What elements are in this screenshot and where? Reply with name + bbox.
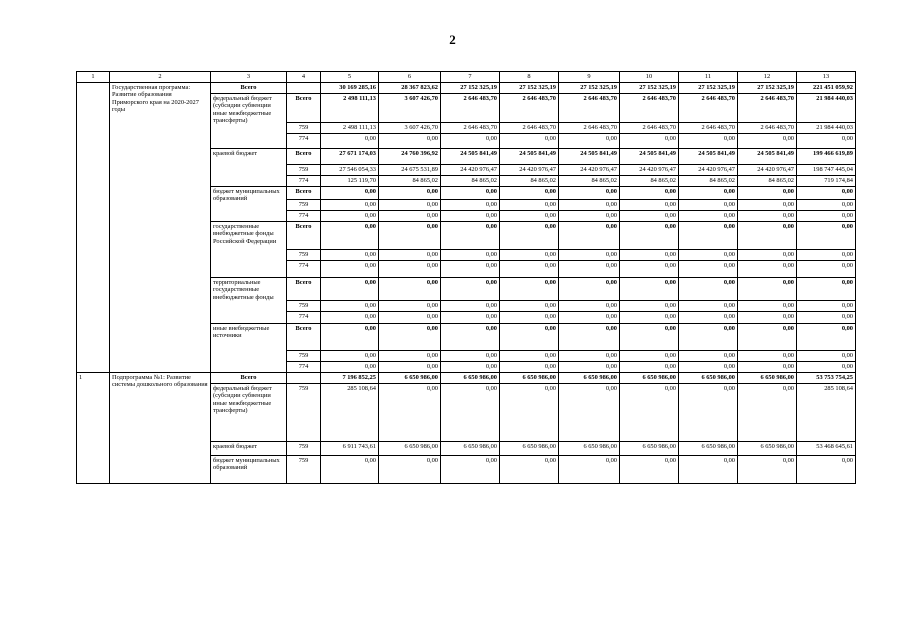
value-cell: 6 650 986,00 (441, 441, 500, 455)
code-cell: 759 (287, 300, 321, 311)
funding-source: федеральный бюджет (субсидии субвенции иные межбюджетные трансферты) (211, 383, 287, 441)
column-header: 5 (321, 72, 379, 83)
value-cell: 2 646 483,70 (679, 122, 738, 133)
value-cell: 0,00 (679, 277, 738, 300)
value-cell: 0,00 (321, 210, 379, 221)
total-value: 27 152 325,19 (500, 82, 559, 93)
value-cell: 0,00 (379, 249, 441, 260)
value-cell: 2 646 483,70 (738, 93, 797, 122)
value-cell: 0,00 (321, 350, 379, 361)
funding-source: государственные внебюджетные фонды Российской Федерации (211, 221, 287, 277)
value-cell: 0,00 (441, 361, 500, 372)
value-cell: 0,00 (321, 300, 379, 311)
value-cell: 0,00 (559, 199, 620, 210)
value-cell: 0,00 (379, 210, 441, 221)
value-cell: 0,00 (441, 323, 500, 350)
code-cell: 759 (287, 441, 321, 455)
program-index (77, 82, 110, 372)
value-cell: 0,00 (321, 277, 379, 300)
code-cell: 759 (287, 122, 321, 133)
value-cell: 0,00 (500, 277, 559, 300)
funding-source: краевой бюджет (211, 441, 287, 455)
value-cell: 2 646 483,70 (441, 122, 500, 133)
value-cell: 0,00 (738, 210, 797, 221)
value-cell: 0,00 (321, 133, 379, 148)
value-cell: 0,00 (441, 311, 500, 323)
value-cell: 6 650 986,00 (620, 441, 679, 455)
value-cell: 0,00 (500, 249, 559, 260)
value-cell: 0,00 (500, 455, 559, 483)
value-cell: 0,00 (379, 383, 441, 441)
value-cell: 0,00 (500, 186, 559, 199)
value-cell: 0,00 (679, 133, 738, 148)
value-cell: 0,00 (321, 323, 379, 350)
code-cell: 759 (287, 199, 321, 210)
value-cell: 0,00 (797, 350, 856, 361)
value-cell: 0,00 (500, 311, 559, 323)
column-header: 10 (620, 72, 679, 83)
value-cell: 0,00 (500, 350, 559, 361)
value-cell: 24 420 976,47 (620, 164, 679, 175)
value-cell: 0,00 (441, 221, 500, 249)
subprogram-index: 1 (77, 372, 110, 483)
value-cell: 0,00 (679, 221, 738, 249)
value-cell: 0,00 (620, 350, 679, 361)
code-cell: 774 (287, 210, 321, 221)
value-cell: 0,00 (379, 260, 441, 277)
total-value: 30 169 285,16 (321, 82, 379, 93)
value-cell: 0,00 (500, 199, 559, 210)
value-cell: 84 865,02 (500, 175, 559, 186)
value-cell: 0,00 (797, 300, 856, 311)
value-cell: 0,00 (321, 186, 379, 199)
value-cell: 0,00 (441, 455, 500, 483)
value-cell: 0,00 (559, 133, 620, 148)
value-cell: 0,00 (559, 311, 620, 323)
total-label: Всего (211, 82, 287, 93)
value-cell: 6 650 986,00 (500, 441, 559, 455)
value-cell: 0,00 (379, 300, 441, 311)
code-cell: 759 (287, 350, 321, 361)
total-value: 221 451 059,92 (797, 82, 856, 93)
value-cell: 24 505 841,49 (559, 148, 620, 164)
value-cell: 2 498 111,13 (321, 93, 379, 122)
value-cell: 2 646 483,70 (620, 122, 679, 133)
value-cell: 0,00 (379, 350, 441, 361)
value-cell: 0,00 (379, 133, 441, 148)
value-cell: 0,00 (500, 323, 559, 350)
funding-source: федеральный бюджет (субсидии субвенции иные межбюджетные трансферты) (211, 93, 287, 148)
value-cell: 0,00 (559, 260, 620, 277)
value-cell: 24 505 841,49 (620, 148, 679, 164)
value-cell: 285 108,64 (321, 383, 379, 441)
value-cell: 0,00 (559, 249, 620, 260)
value-cell: 0,00 (679, 210, 738, 221)
value-cell: 3 607 426,70 (379, 122, 441, 133)
total-value: 27 152 325,19 (559, 82, 620, 93)
value-cell: 0,00 (738, 350, 797, 361)
value-cell: 0,00 (620, 210, 679, 221)
value-cell: 0,00 (559, 210, 620, 221)
value-cell: 0,00 (679, 350, 738, 361)
value-cell: 0,00 (797, 361, 856, 372)
column-header: 8 (500, 72, 559, 83)
table-row (77, 372, 856, 383)
value-cell: 0,00 (379, 361, 441, 372)
value-cell: 0,00 (679, 300, 738, 311)
value-cell: 0,00 (679, 323, 738, 350)
value-cell: 0,00 (620, 300, 679, 311)
value-cell: 0,00 (738, 199, 797, 210)
value-cell: 0,00 (441, 199, 500, 210)
value-cell: 0,00 (738, 455, 797, 483)
value-cell: 0,00 (379, 277, 441, 300)
value-cell: 2 646 483,70 (679, 93, 738, 122)
code-cell: 759 (287, 164, 321, 175)
value-cell: 24 760 396,92 (379, 148, 441, 164)
table-row (77, 72, 856, 83)
total-value: 6 650 986,00 (620, 372, 679, 383)
total-label: Всего (211, 372, 287, 383)
column-header: 6 (379, 72, 441, 83)
value-cell: 24 505 841,49 (500, 148, 559, 164)
value-cell: 2 646 483,70 (559, 93, 620, 122)
value-cell: 0,00 (559, 350, 620, 361)
funding-source: краевой бюджет (211, 148, 287, 186)
value-cell: 84 865,02 (679, 175, 738, 186)
total-value: 27 152 325,19 (620, 82, 679, 93)
code-cell: 774 (287, 311, 321, 323)
value-cell: 0,00 (738, 260, 797, 277)
value-cell: 719 174,84 (797, 175, 856, 186)
value-cell: 24 505 841,49 (738, 148, 797, 164)
value-cell: 0,00 (797, 455, 856, 483)
subprogram-title: Подпрограмма №1: Развитие системы дошкольного образования (110, 372, 211, 483)
value-cell: 53 468 645,61 (797, 441, 856, 455)
column-header: 9 (559, 72, 620, 83)
value-cell: 0,00 (620, 323, 679, 350)
value-cell: 0,00 (738, 300, 797, 311)
value-cell: 0,00 (679, 260, 738, 277)
value-cell: 0,00 (321, 311, 379, 323)
total-value: 28 367 823,62 (379, 82, 441, 93)
code-cell: 774 (287, 260, 321, 277)
value-cell: 0,00 (441, 133, 500, 148)
value-cell: 0,00 (379, 323, 441, 350)
value-cell: 27 671 174,03 (321, 148, 379, 164)
total-value: 27 152 325,19 (679, 82, 738, 93)
total-value: 6 650 986,00 (559, 372, 620, 383)
value-cell: 0,00 (559, 221, 620, 249)
value-cell: 0,00 (620, 277, 679, 300)
value-cell: 0,00 (738, 323, 797, 350)
code-cell: 774 (287, 175, 321, 186)
value-cell: 0,00 (441, 277, 500, 300)
table-row (77, 82, 856, 93)
value-cell: 0,00 (620, 186, 679, 199)
column-header: 12 (738, 72, 797, 83)
value-cell: 0,00 (441, 186, 500, 199)
value-cell: 2 646 483,70 (500, 93, 559, 122)
value-cell: 0,00 (500, 361, 559, 372)
column-header: 7 (441, 72, 500, 83)
total-value: 53 753 754,25 (797, 372, 856, 383)
value-cell: 24 675 531,89 (379, 164, 441, 175)
value-cell: 6 650 986,00 (738, 441, 797, 455)
value-cell: 84 865,02 (441, 175, 500, 186)
value-cell: 0,00 (797, 199, 856, 210)
value-cell: 0,00 (679, 361, 738, 372)
table-cell (287, 82, 321, 93)
value-cell: 84 865,02 (379, 175, 441, 186)
value-cell: 24 420 976,47 (559, 164, 620, 175)
value-cell: 0,00 (679, 311, 738, 323)
value-cell: 0,00 (500, 260, 559, 277)
code-cell: Всего (287, 93, 321, 122)
column-header: 13 (797, 72, 856, 83)
value-cell: 0,00 (500, 210, 559, 221)
value-cell: 0,00 (797, 133, 856, 148)
value-cell: 0,00 (797, 221, 856, 249)
table-cell (287, 372, 321, 383)
program-title: Государственная программа: Развитие образования Приморского края на 2020-2027 годы (110, 82, 211, 372)
value-cell: 199 466 619,89 (797, 148, 856, 164)
value-cell: 2 498 111,13 (321, 122, 379, 133)
value-cell: 0,00 (620, 260, 679, 277)
value-cell: 0,00 (321, 199, 379, 210)
value-cell: 0,00 (738, 221, 797, 249)
funding-source: бюджет муниципальных образований (211, 455, 287, 483)
value-cell: 0,00 (620, 455, 679, 483)
value-cell: 0,00 (441, 210, 500, 221)
value-cell: 0,00 (441, 300, 500, 311)
value-cell: 0,00 (738, 361, 797, 372)
value-cell: 6 650 986,00 (559, 441, 620, 455)
value-cell: 0,00 (559, 323, 620, 350)
value-cell: 0,00 (620, 361, 679, 372)
column-header: 2 (110, 72, 211, 83)
value-cell: 0,00 (321, 455, 379, 483)
code-cell: 759 (287, 455, 321, 483)
value-cell: 24 420 976,47 (738, 164, 797, 175)
value-cell: 0,00 (620, 199, 679, 210)
value-cell: 0,00 (738, 133, 797, 148)
value-cell: 6 650 986,00 (679, 441, 738, 455)
value-cell: 0,00 (738, 311, 797, 323)
value-cell: 0,00 (559, 277, 620, 300)
value-cell: 0,00 (797, 210, 856, 221)
value-cell: 6 911 743,61 (321, 441, 379, 455)
value-cell: 0,00 (679, 199, 738, 210)
value-cell: 3 607 426,70 (379, 93, 441, 122)
value-cell: 27 546 054,33 (321, 164, 379, 175)
column-header: 3 (211, 72, 287, 83)
total-value: 6 650 986,00 (500, 372, 559, 383)
value-cell: 0,00 (559, 186, 620, 199)
value-cell: 0,00 (559, 300, 620, 311)
value-cell: 24 420 976,47 (441, 164, 500, 175)
value-cell: 0,00 (441, 350, 500, 361)
total-value: 27 152 325,19 (441, 82, 500, 93)
value-cell: 0,00 (679, 249, 738, 260)
total-value: 6 650 986,00 (379, 372, 441, 383)
value-cell: 0,00 (797, 249, 856, 260)
total-value: 6 650 986,00 (738, 372, 797, 383)
value-cell: 24 505 841,49 (441, 148, 500, 164)
value-cell: 24 505 841,49 (679, 148, 738, 164)
value-cell: 6 650 986,00 (379, 441, 441, 455)
value-cell: 0,00 (559, 455, 620, 483)
value-cell: 0,00 (797, 186, 856, 199)
value-cell: 2 646 483,70 (738, 122, 797, 133)
value-cell: 2 646 483,70 (620, 93, 679, 122)
value-cell: 0,00 (620, 249, 679, 260)
value-cell: 0,00 (797, 323, 856, 350)
code-cell: 774 (287, 361, 321, 372)
value-cell: 84 865,02 (620, 175, 679, 186)
value-cell: 198 747 445,04 (797, 164, 856, 175)
code-cell: Всего (287, 148, 321, 164)
value-cell: 0,00 (797, 260, 856, 277)
code-cell: 774 (287, 133, 321, 148)
code-cell: Всего (287, 186, 321, 199)
value-cell: 21 984 440,03 (797, 122, 856, 133)
code-cell: Всего (287, 277, 321, 300)
value-cell: 0,00 (500, 300, 559, 311)
value-cell: 0,00 (620, 133, 679, 148)
code-cell: Всего (287, 221, 321, 249)
value-cell: 0,00 (500, 383, 559, 441)
value-cell: 0,00 (620, 221, 679, 249)
value-cell: 84 865,02 (738, 175, 797, 186)
value-cell: 0,00 (738, 277, 797, 300)
value-cell: 0,00 (797, 277, 856, 300)
value-cell: 0,00 (797, 311, 856, 323)
funding-source: бюджет муниципальных образований (211, 186, 287, 221)
value-cell: 2 646 483,70 (559, 122, 620, 133)
value-cell: 0,00 (441, 260, 500, 277)
value-cell: 24 420 976,47 (500, 164, 559, 175)
value-cell: 2 646 483,70 (441, 93, 500, 122)
total-value: 6 650 986,00 (679, 372, 738, 383)
value-cell: 0,00 (500, 133, 559, 148)
value-cell: 0,00 (559, 361, 620, 372)
value-cell: 0,00 (559, 383, 620, 441)
value-cell: 0,00 (379, 455, 441, 483)
column-header: 4 (287, 72, 321, 83)
value-cell: 0,00 (679, 455, 738, 483)
value-cell: 0,00 (321, 249, 379, 260)
value-cell: 0,00 (321, 260, 379, 277)
total-value: 27 152 325,19 (738, 82, 797, 93)
value-cell: 0,00 (679, 383, 738, 441)
value-cell: 0,00 (738, 383, 797, 441)
value-cell: 0,00 (679, 186, 738, 199)
funding-source: иные внебюджетные источники (211, 323, 287, 372)
code-cell: 759 (287, 249, 321, 260)
value-cell: 21 984 440,03 (797, 93, 856, 122)
value-cell: 0,00 (379, 199, 441, 210)
value-cell: 0,00 (738, 186, 797, 199)
value-cell: 0,00 (379, 311, 441, 323)
code-cell: Всего (287, 323, 321, 350)
value-cell: 0,00 (620, 383, 679, 441)
value-cell: 0,00 (500, 221, 559, 249)
budget-table (76, 71, 856, 484)
value-cell: 285 108,64 (797, 383, 856, 441)
value-cell: 0,00 (738, 249, 797, 260)
value-cell: 84 865,02 (559, 175, 620, 186)
value-cell: 0,00 (379, 186, 441, 199)
value-cell: 24 420 976,47 (679, 164, 738, 175)
value-cell: 0,00 (441, 249, 500, 260)
value-cell: 2 646 483,70 (500, 122, 559, 133)
value-cell: 125 119,70 (321, 175, 379, 186)
value-cell: 0,00 (620, 311, 679, 323)
column-header: 11 (679, 72, 738, 83)
funding-source: территориальные государственные внебюджетные фонды (211, 277, 287, 323)
value-cell: 0,00 (321, 361, 379, 372)
total-value: 6 650 986,00 (441, 372, 500, 383)
value-cell: 0,00 (441, 383, 500, 441)
page-number: 2 (449, 32, 456, 47)
value-cell: 0,00 (321, 221, 379, 249)
total-value: 7 196 852,25 (321, 372, 379, 383)
column-header: 1 (77, 72, 110, 83)
code-cell: 759 (287, 383, 321, 441)
value-cell: 0,00 (379, 221, 441, 249)
